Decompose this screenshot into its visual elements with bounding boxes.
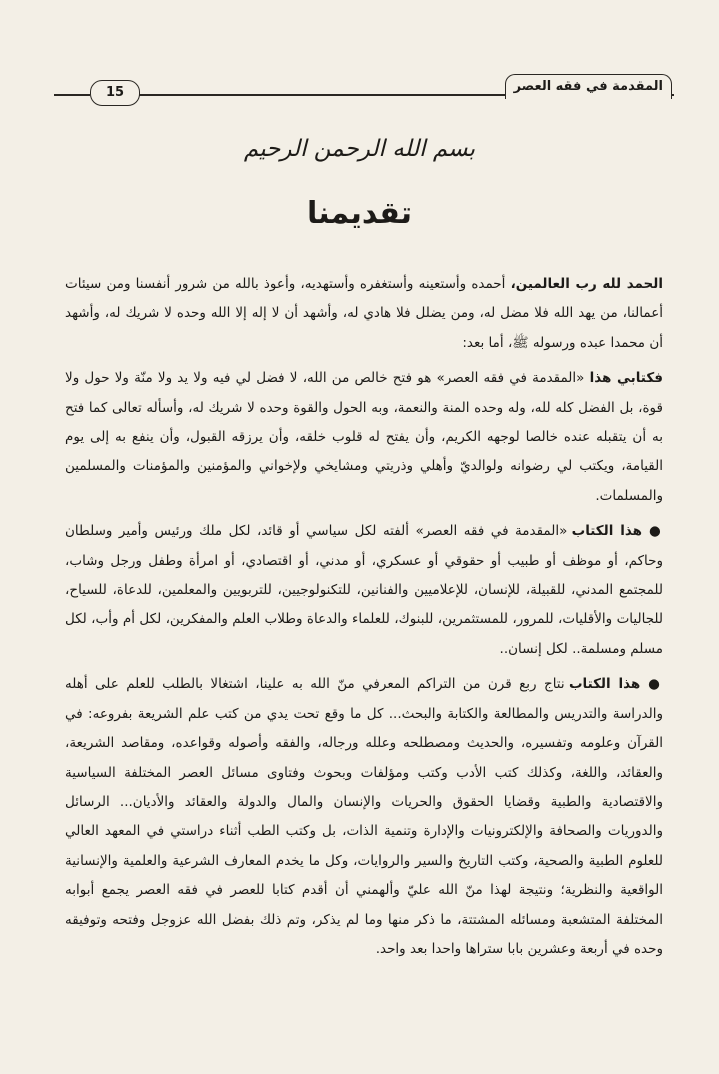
header-rule-left	[54, 94, 90, 96]
page-number: 15	[90, 80, 140, 106]
paragraph-2	[65, 364, 663, 511]
paragraph-lead: الحمد لله رب العالمين،	[510, 276, 663, 292]
paragraph-4	[65, 670, 663, 964]
paragraph-lead: ● هذا الكتاب	[568, 676, 663, 693]
paragraph-text: أحمده وأستعينه وأستغفره وأستهديه، وأعوذ بالله من شرور أنفسنا ومن سيئات أعمالنا، من يهد الله فلا مضل له، ومن يضلل فلا هادي له، وأشهد أن لا إله إلا الله وحده لا شريك له، وأشهد أن محمدا عبده ورسوله ﷺ، أما بعد:	[65, 276, 663, 351]
paragraph-3	[65, 517, 663, 664]
paragraph-text: نتاج ربع قرن من التراكم المعرفي منّ الله به علينا، اشتغالا بالطلب للعلم على أهله والدراسة والتدريس والمطالعة والكتابة والبحث... كل ما وقع تحت يدي من كتب علم الشريعة بفروعه: في القرآن وعلومه وتفسيره، والحديث ومصطلحه وعلله ورجاله، والفقه وأصوله وقواعده، ومقاصد الشريعة، والعقائد، واللغة، وكذلك كتب الأدب وكتب ومؤلفات وبحوث وفتاوى مسائل العصر المختلفة السياسية والاقتصادية والطبية وقضايا الحقوق والحريات والإنسان والمال والدولة والعقائد والأديان... الرسائل والدوريات والصحافة والإلكترونيات والإدارة وتنمية الذات، بل وكتب الطب أثناء دراستي في المعهد العالي للعلوم الطبية والصحية، وكتب التاريخ والسير والروايات، وكل ما يخدم المعارف الشرعية والعلمية والإنسانية الواقعية والنظرية؛ ونتيجة لهذا منّ الله عليّ وألهمني أن أقدم كتابا للعصر في فقه العصر يجمع أبوابه المختلفة المتشعبة ومسائله المشتتة، ما ذكر منها وما لم يذكر، وتم ذلك بفضل الله عزوجل وفتحه وتوفيقه وحده في أربعة وعشرين بابا ستراها واحدا بعد واحد.	[65, 676, 663, 957]
paragraph-text: «المقدمة في فقه العصر» ألفته لكل سياسي أو قائد، لكل ملك ورئيس وأمير وسلطان وحاكم، أو موظف أو طبيب أو حقوقي أو عسكري، أو مدني، أو اقتصادي، أو امرأة وطفل ورجل وشاب، للمجتمع المدني، للقبيلة، للإنسان، للإعلاميين والفنانين، للتكنولوجيين، للتربويين والمعلمين، للدعاة، للسياح، للجاليات والأقليات، للمرور، للمستثمرين، للبنوك، للعلماء والدعاة وطلاب العلم والمفكرين، لكل أم وأب، لكل مسلم ومسلمة.. لكل إنسان..	[65, 523, 663, 657]
section-heading: تقديمنا	[306, 196, 413, 231]
basmala: بسم الله الرحمن الرحيم	[243, 136, 476, 162]
running-header	[54, 74, 674, 106]
paragraph-1	[65, 270, 663, 358]
paragraph-text: «المقدمة في فقه العصر» هو فتح خالص من الله، لا فضل لي فيه ولا يد ولا منّة ولا حول ولا قوة، بل الفضل كله لله، وله وحده المنة والنعمة، وبه الحول والقوة وحده لا شريك له، وأسأله تعالى كما فتح به أن يتقبله عنده خالصا لوجهه الكريم، وأن يفتح له قلوب خلقه، وأن يرزقه القبول، وأن ينفع به إلى يوم القيامة، ويكتب لي رضوانه ولوالديّ وأهلي وذريتي ومشايخي ولإخواني والمؤمنين والمؤمنات والمسلمين والمسلمات.	[65, 370, 663, 504]
running-title: المقدمة في فقه العصر	[505, 74, 672, 99]
paragraph-lead: ● هذا الكتاب	[571, 523, 663, 540]
paragraph-lead: فكتابي هذا	[589, 370, 664, 387]
body-text	[65, 270, 663, 970]
